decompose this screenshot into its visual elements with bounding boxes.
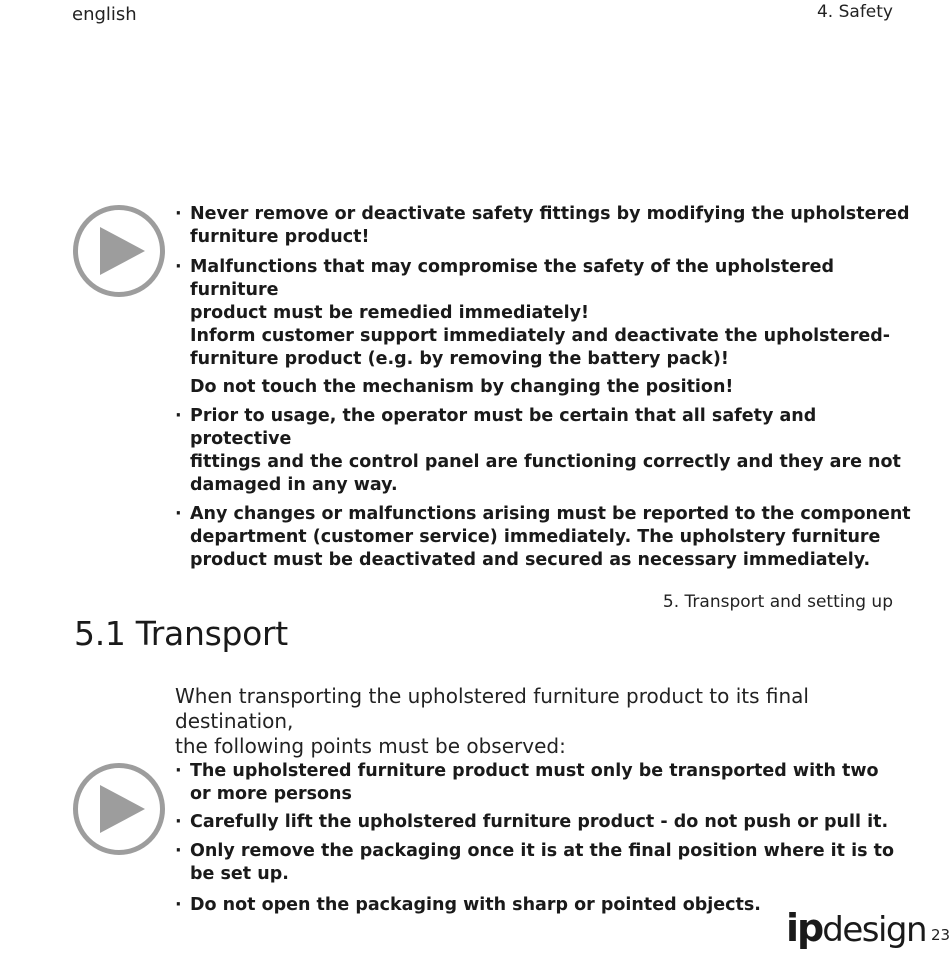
transport-instructions-list — [175, 760, 915, 917]
ipdesign-logo — [786, 906, 926, 952]
list-item — [175, 760, 915, 806]
list-item — [175, 811, 915, 834]
bullet-dot: · — [175, 895, 182, 915]
list-item-text: Malfunctions that may compromise the safety of the upholstered furniture — [190, 257, 835, 300]
logo-design-text: design — [822, 910, 927, 950]
list-item-text: product must be deactivated and secured as necessary immediately. — [190, 550, 871, 570]
list-item-text: Prior to usage, the operator must be certain that all safety and protective — [190, 406, 817, 449]
bullet-dot: · — [175, 812, 182, 832]
bullet-dot: · — [175, 761, 182, 781]
list-item-note: Do not touch the mechanism by changing the position! — [190, 377, 734, 397]
list-item — [175, 203, 915, 249]
list-item-text: product must be remedied immediately! — [190, 303, 589, 323]
section-heading: 5.1 Transport — [74, 614, 288, 653]
list-item-text: furniture product! — [190, 227, 370, 247]
section-label-safety: 4. Safety — [816, 2, 893, 22]
intro-paragraph — [175, 684, 915, 759]
list-item-text: The upholstered furniture product must only be transported with two — [190, 761, 879, 781]
intro-line: When transporting the upholstered furniture product to its final destination, — [175, 684, 809, 733]
play-circle-icon — [71, 761, 167, 857]
safety-instructions-list — [175, 203, 915, 572]
list-item-text: Do not open the packaging with sharp or pointed objects. — [190, 895, 761, 915]
list-item-text: be set up. — [190, 864, 289, 884]
list-item-text: Only remove the packaging once it is at the final position where it is to — [190, 841, 895, 861]
list-item-text: damaged in any way. — [190, 475, 398, 495]
language-label: english — [72, 4, 137, 25]
list-item-text: Inform customer support immediately and deactivate the upholstered- — [190, 326, 891, 346]
bullet-dot: · — [175, 257, 182, 277]
list-item-text: Any changes or malfunctions arising must be reported to the component — [190, 504, 911, 524]
list-item — [175, 405, 915, 497]
list-item-text: fittings and the control panel are functioning correctly and they are not — [190, 452, 901, 472]
bullet-dot: · — [175, 204, 182, 224]
bullet-dot: · — [175, 504, 182, 524]
bullet-dot: · — [175, 406, 182, 426]
list-item-text: or more persons — [190, 784, 352, 804]
list-item — [175, 840, 915, 886]
intro-line: the following points must be observed: — [175, 734, 566, 758]
list-item-text: Never remove or deactivate safety fittings by modifying the upholstered — [190, 204, 910, 224]
list-item-text: department (customer service) immediately. The upholstery furniture — [190, 527, 881, 547]
list-item-text: Carefully lift the upholstered furniture product - do not push or pull it. — [190, 812, 889, 832]
list-item — [175, 503, 915, 572]
bullet-dot: · — [175, 841, 182, 861]
logo-ip-text: ip — [786, 906, 823, 950]
list-item-text: furniture product (e.g. by removing the battery pack)! — [190, 349, 729, 369]
list-item — [175, 256, 915, 399]
section-label-transport: 5. Transport and setting up — [662, 592, 893, 612]
page-number: 23 — [931, 926, 950, 944]
play-circle-icon — [71, 203, 167, 299]
